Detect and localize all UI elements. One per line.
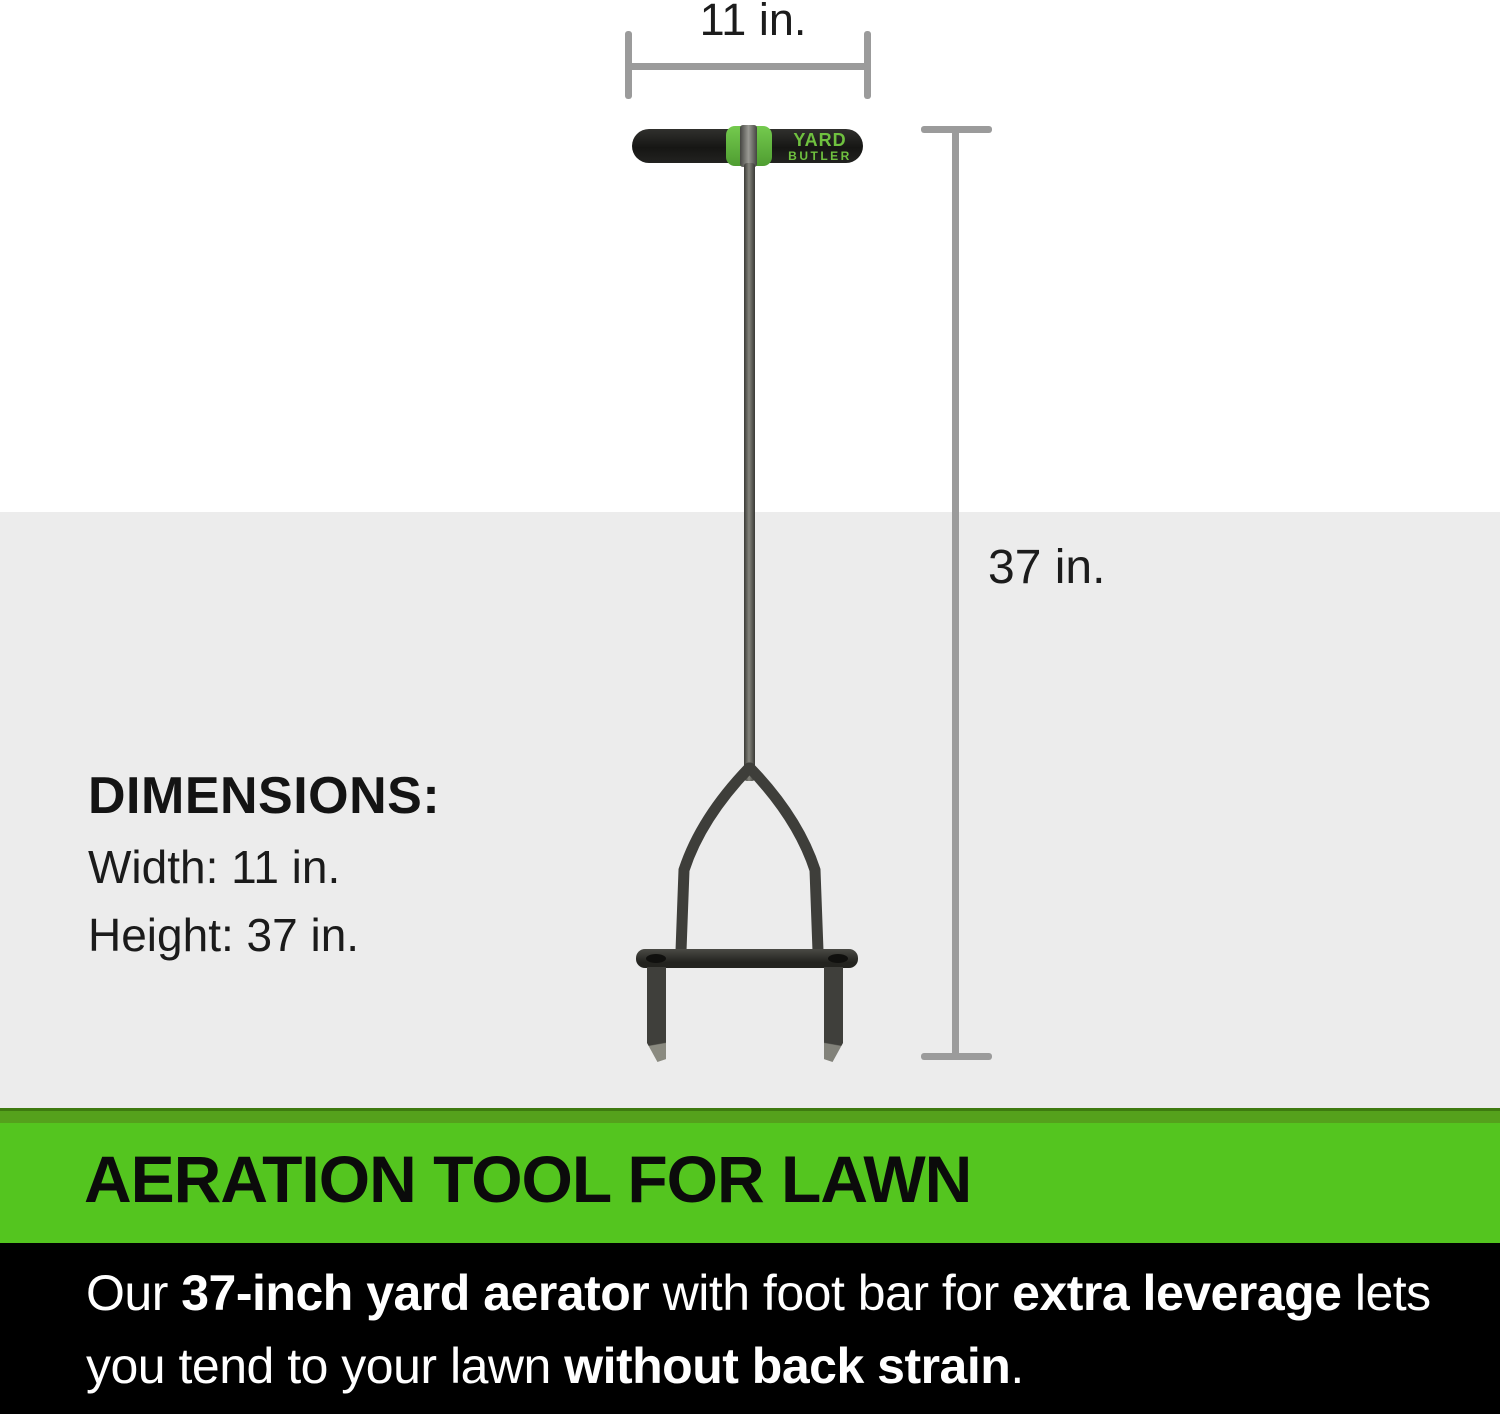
desc-text: . <box>1010 1338 1024 1394</box>
logo-line2: BUTLER <box>788 149 852 163</box>
description-section <box>0 1243 1500 1414</box>
foot-bar-hole-left <box>646 954 666 963</box>
width-measure-line <box>628 63 871 70</box>
height-measure-line <box>952 129 959 1057</box>
yard-butler-logo <box>778 131 862 162</box>
green-banner <box>0 1123 1500 1243</box>
desc-text: with foot bar for <box>649 1265 1013 1321</box>
description-line1 <box>86 1257 1431 1330</box>
width-dimension-label: 11 in. <box>699 0 807 45</box>
tool-tine-left <box>647 967 666 1062</box>
dimensions-height-line: Height: 37 in. <box>88 909 360 961</box>
desc-bold-strain: without back strain <box>564 1338 1011 1394</box>
height-measure-cap-bottom <box>921 1053 992 1060</box>
desc-bold-leverage: extra leverage <box>1012 1265 1342 1321</box>
tool-foot-bar <box>636 949 858 968</box>
description-line2 <box>86 1330 1431 1403</box>
height-dimension-label: 37 in. <box>988 541 1106 594</box>
dimensions-title: DIMENSIONS: <box>88 767 441 825</box>
desc-text: Our <box>86 1265 182 1321</box>
banner-top-strip <box>0 1108 1500 1123</box>
tool-shaft-clamp <box>740 125 757 167</box>
dimensions-width-line: Width: 11 in. <box>88 841 341 893</box>
desc-text: lets <box>1341 1265 1431 1321</box>
dimensions-text-block <box>88 766 440 976</box>
banner-title: AERATION TOOL FOR LAWN <box>84 1142 972 1216</box>
width-measure-cap-left <box>625 31 632 99</box>
tool-tine-right <box>824 967 843 1062</box>
height-measure-cap-top <box>921 126 992 133</box>
width-measure-cap-right <box>864 31 871 99</box>
tool-shaft <box>744 163 755 781</box>
logo-line1: YARD <box>793 130 847 150</box>
description-text <box>86 1257 1431 1403</box>
desc-bold-aerator: 37-inch yard aerator <box>181 1265 650 1321</box>
desc-text: you tend to your lawn <box>86 1338 565 1394</box>
foot-bar-hole-right <box>828 954 848 963</box>
